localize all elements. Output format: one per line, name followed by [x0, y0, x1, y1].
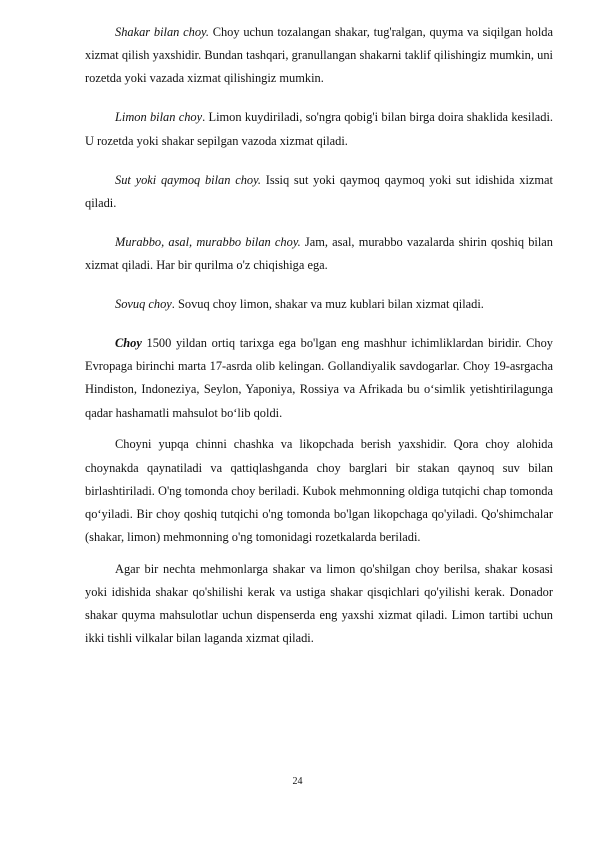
paragraph-heading: Limon bilan choy — [115, 110, 203, 125]
paragraph-heading: Sovuq choy — [115, 297, 172, 312]
paragraph-text: Choy uchun tozalangan shakar, tug'ralgan, quyma va siqilgan holda xizmat qilish yaxshidir. Bundan tashqari, granullangan shakarni taklif qilishingiz mumkin, uni rozetda yoki vazada xizmat qilishingiz mumkin. — [85, 25, 553, 86]
paragraph-lemon-tea — [85, 106, 553, 152]
paragraph-text: Issiq sut yoki qaymoq qaymoq yoki sut idishida xizmat qiladi. — [85, 172, 553, 210]
paragraph-text: Choyni yupqa chinni chashka va likopchada berish yaxshidir. Qora choy alohida choynakda qaynatiladi va qattiqlashganda choy barglari bir stakan qaynoq suv bilan birlashtiriladi. O'ng tomonda choy beriladi. Kubok mehmonning oldiga tutqichi chap tomonda qo‘yiladi. Bir choy qoshiq tutqichi o'ng tomonda bo'lgan likopchaga qo'yiladi. Qo'shimchalar (shakar, limon) mehmonning o'ng tomonidagi rozetkalarda beriladi. — [85, 437, 553, 545]
paragraph-heading: Choy — [115, 336, 142, 351]
paragraph-heading: Shakar bilan choy. — [115, 25, 209, 39]
paragraph-serving-tea — [85, 433, 553, 549]
paragraph-serving-guests — [85, 558, 553, 651]
page-number: 24 — [292, 776, 303, 787]
paragraph-text: . Limon kuydiriladi, so'ngra qobig'i bilan birga doira shaklida kesiladi. U rozetda yoki shakar sepilgan vazoda xizmat qiladi. — [85, 110, 553, 148]
paragraph-text: Agar bir nechta mehmonlarga shakar va limon qo'shilgan choy berilsa, shakar kosasi yoki idishida shakar qo'shilishi kerak va ustiga shakar qisqichlari qo'yilishi kerak. Donador shakar quyma mahsulotlar uchun dispenserda eng yaxshi xizmat qiladi. Limon tartibi uchun ikki tishli vilkalar bilan laganda xizmat qiladi. — [85, 561, 553, 646]
paragraph-heading: Murabbo, asal, murabbo bilan choy. — [115, 234, 301, 249]
paragraph-tea-history — [85, 332, 553, 425]
paragraph-sugar-tea — [85, 21, 553, 91]
paragraph-text: 1500 yildan ortiq tarixga ega bo'lgan eng mashhur ichimliklardan biridir. Choy Evropaga birinchi marta 17-asrda olib kelingan. Gollandiyalik savdogarlar. Choy 19-asrgacha Hindiston, Indoneziya, Seylon, Yaponiya, Rossiya va Afrikada bu o‘simlik yetishtirilagunga qadar hashamatli mahsulot bo‘lib qoldi. — [85, 336, 553, 420]
paragraph-iced-tea — [85, 293, 553, 316]
paragraph-heading: Sut yoki qaymoq bilan choy. — [115, 172, 261, 187]
paragraph-text: . Sovuq choy limon, shakar va muz kublari bilan xizmat qiladi. — [171, 297, 484, 312]
document-page — [85, 21, 553, 666]
paragraph-text: Jam, asal, murabbo vazalarda shirin qoshiq bilan xizmat qiladi. Har bir qurilma o'z chiqishiga ega. — [85, 234, 553, 273]
paragraph-milk-tea — [85, 169, 553, 215]
paragraph-jam-honey-tea — [85, 231, 553, 277]
